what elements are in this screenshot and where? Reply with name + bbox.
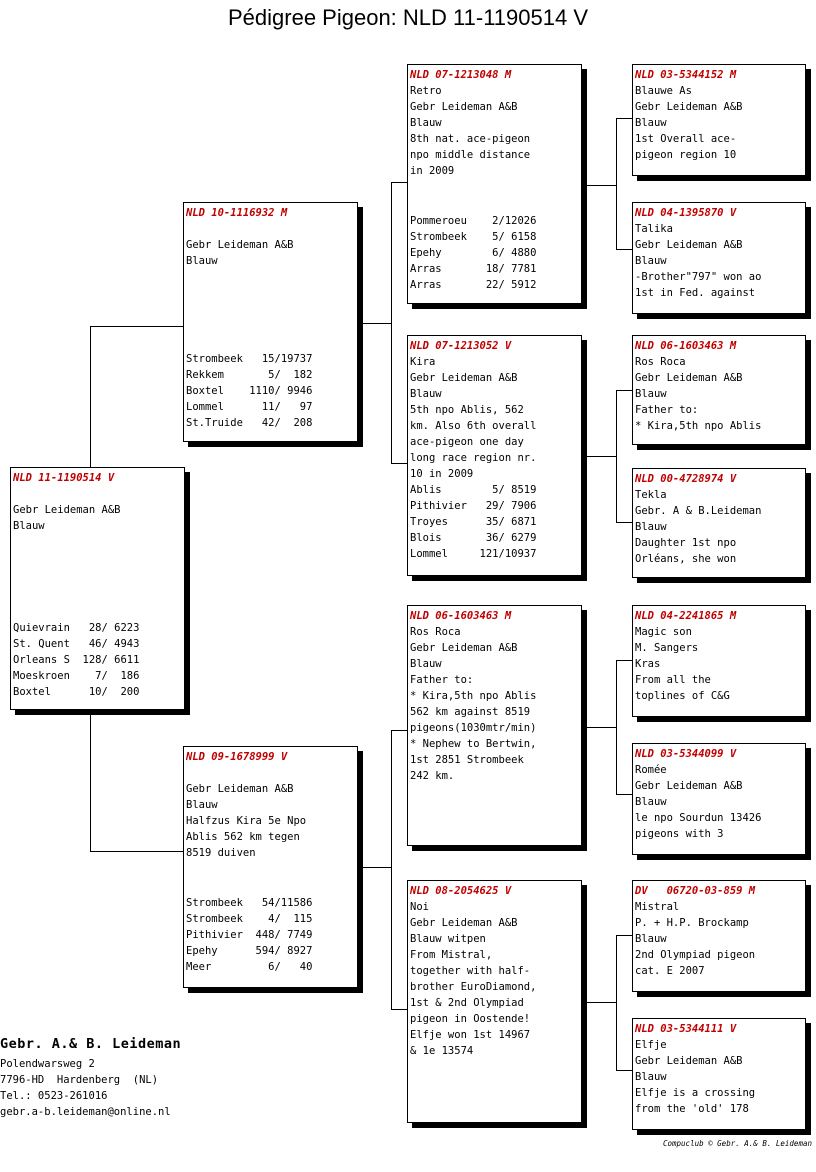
pigeon-info-line: Tekla	[635, 489, 667, 501]
pigeon-info-line: Elfje	[635, 1039, 667, 1051]
ring-number: NLD 04-1395870 V	[635, 207, 737, 219]
connector	[616, 249, 632, 250]
ring-number: NLD 07-1213052 V	[410, 340, 512, 352]
pigeon-card-dam	[183, 746, 358, 988]
race-results	[13, 620, 139, 700]
pigeon-card-dds	[632, 880, 806, 992]
pigeon-info-line: le npo Sourdun 13426	[635, 812, 762, 824]
connector	[391, 463, 407, 464]
race-result-line: Pithivier 448/ 7749	[186, 929, 313, 941]
race-result-line: Strombeek 5/ 6158	[410, 231, 537, 243]
pigeon-info-line: Retro	[410, 85, 442, 97]
pigeon-info-line: Gebr Leideman A&B	[635, 372, 743, 384]
ring-number: NLD 07-1213048 M	[410, 69, 512, 81]
pigeon-info-line: 2nd Olympiad pigeon	[635, 949, 756, 961]
connector	[616, 935, 617, 1071]
pigeon-card-sds	[632, 335, 806, 445]
pigeon-info-line: Blauw	[635, 117, 667, 129]
pigeon-info-line: Gebr Leideman A&B	[410, 101, 518, 113]
owner-phone: Tel.: 0523-261016	[0, 1090, 108, 1102]
pigeon-info-line: pigeon region 10	[635, 149, 737, 161]
pigeon-info-line: * Nephew to Bertwin,	[410, 738, 537, 750]
ring-number: NLD 04-2241865 M	[635, 610, 737, 622]
connector	[90, 710, 91, 851]
ring-number: NLD 10-1116932 M	[186, 207, 288, 219]
connector	[361, 867, 392, 868]
pigeon-card-root	[10, 467, 185, 710]
connector	[90, 326, 91, 469]
pigeon-info-line: Troyes 35/ 6871	[410, 516, 537, 528]
pigeon-info-line: Gebr Leideman A&B	[410, 372, 518, 384]
pigeon-info-line: Gebr Leideman A&B	[635, 239, 743, 251]
pigeon-card-ddd	[632, 1018, 806, 1130]
pigeon-info-line: long race region nr.	[410, 452, 537, 464]
owner-street: Polendwarsweg 2	[0, 1058, 95, 1070]
pigeon-info-line: Ros Roca	[635, 356, 686, 368]
pigeon-info-line: from the 'old' 178	[635, 1103, 749, 1115]
pigeon-info-line: npo middle distance	[410, 149, 531, 161]
ring-number: DV 06720-03-859 M	[635, 885, 756, 897]
connector	[616, 660, 617, 795]
connector	[585, 727, 617, 728]
pigeon-info-line: Gebr Leideman A&B	[13, 504, 121, 516]
pigeon-info-line: together with half-	[410, 965, 531, 977]
pigeon-info-line: Gebr Leideman A&B	[635, 101, 743, 113]
race-result-line: Arras 18/ 7781	[410, 263, 537, 275]
pigeon-info-line: Elfje won 1st 14967	[410, 1029, 531, 1041]
pigeon-info-line: Blauw	[635, 255, 667, 267]
pigeon-info-line: Magic son	[635, 626, 692, 638]
pigeon-info-line: * Kira,5th npo Ablis	[410, 690, 537, 702]
ring-number: NLD 03-5344152 M	[635, 69, 737, 81]
ring-number: NLD 00-4728974 V	[635, 473, 737, 485]
pigeon-info-line: Kras	[635, 658, 661, 670]
connector	[90, 851, 184, 852]
connector	[391, 182, 392, 464]
ring-number: NLD 03-5344099 V	[635, 748, 737, 760]
pigeon-info-line: From Mistral,	[410, 949, 493, 961]
pigeon-info-line: Kira	[410, 356, 436, 368]
pigeon-info-line: & 1e 13574	[410, 1045, 474, 1057]
pigeon-card-sire-dam	[407, 335, 582, 576]
ring-number: NLD 11-1190514 V	[13, 472, 115, 484]
race-results	[186, 895, 312, 975]
pigeon-info-line: 242 km.	[410, 770, 455, 782]
pigeon-info-line: Talika	[635, 223, 673, 235]
race-results	[410, 213, 536, 293]
pigeon-info-line: Father to:	[635, 404, 699, 416]
pigeon-info-line: 1st Overall ace-	[635, 133, 737, 145]
race-result-line: Quievrain 28/ 6223	[13, 622, 140, 634]
connector	[585, 185, 617, 186]
race-result-line: Pommeroeu 2/12026	[410, 215, 537, 227]
pigeon-info-line: Blois 36/ 6279	[410, 532, 537, 544]
connector	[361, 323, 392, 324]
race-result-line: Boxtel 1110/ 9946	[186, 385, 313, 397]
pigeon-info-line: 1st in Fed. against	[635, 287, 756, 299]
page-title: Pédigree Pigeon: NLD 11-1190514 V	[228, 5, 588, 30]
race-results	[186, 351, 312, 431]
pigeon-info-line: * Kira,5th npo Ablis	[635, 420, 762, 432]
pigeon-info-line: 562 km against 8519	[410, 706, 531, 718]
owner-name: Gebr. A.& B. Leideman	[0, 1036, 182, 1052]
pigeon-info-line: Blauw	[410, 117, 442, 129]
pigeon-card-sdd	[632, 468, 806, 578]
race-result-line: Lommel 11/ 97	[186, 401, 313, 413]
pigeon-info-line: Blauwe As	[635, 85, 692, 97]
connector	[391, 730, 392, 1010]
pigeon-info-line: Blauw	[13, 520, 45, 532]
pigeon-info-line: -Brother"797" won ao	[635, 271, 762, 283]
ring-number: NLD 09-1678999 V	[186, 751, 288, 763]
pigeon-info-line: km. Also 6th overall	[410, 420, 537, 432]
pigeon-info-line: Blauw	[186, 799, 218, 811]
pigeon-info-line: toplines of C&G	[635, 690, 730, 702]
pigeon-info-line	[186, 221, 357, 237]
pigeon-info-line: cat. E 2007	[635, 965, 705, 977]
pigeon-card-dsd	[632, 743, 806, 855]
pigeon-info-line: Elfje is a crossing	[635, 1087, 756, 1099]
connector	[616, 794, 632, 795]
footer-credit: Compuclub © Gebr. A.& B. Leideman	[662, 1139, 812, 1148]
pigeon-info-line: Gebr Leideman A&B	[186, 239, 294, 251]
pigeon-info-line: Daughter 1st npo	[635, 537, 737, 549]
connector	[616, 1070, 632, 1071]
pigeon-info-line: Ros Roca	[410, 626, 461, 638]
ring-number: NLD 06-1603463 M	[410, 610, 512, 622]
race-result-line: Strombeek 54/11586	[186, 897, 313, 909]
pigeon-info-line: 10 in 2009	[410, 468, 474, 480]
pigeon-info-line: Blauw witpen	[410, 933, 486, 945]
pigeon-info-line: ace-pigeon one day	[410, 436, 524, 448]
pigeon-info-line: 8th nat. ace-pigeon	[410, 133, 531, 145]
pigeon-info-line: Blauw	[186, 255, 218, 267]
pigeon-card-sire	[183, 202, 358, 442]
race-result-line: Moeskroen 7/ 186	[13, 670, 140, 682]
connector	[616, 522, 632, 523]
race-result-line: Orleans S 128/ 6611	[13, 654, 140, 666]
pigeon-info-line: Orléans, she won	[635, 553, 737, 565]
connector	[616, 118, 632, 119]
ring-number: NLD 03-5344111 V	[635, 1023, 737, 1035]
pigeon-info-line	[186, 765, 357, 781]
connector	[391, 1009, 407, 1010]
pigeon-info-line: Blauw	[635, 388, 667, 400]
pigeon-info-line: Father to:	[410, 674, 474, 686]
connector	[585, 1002, 617, 1003]
pigeon-info-line: Gebr Leideman A&B	[635, 1055, 743, 1067]
connector	[616, 935, 632, 936]
pigeon-info-line: Gebr Leideman A&B	[410, 642, 518, 654]
connector	[616, 118, 617, 250]
race-result-line: Epehy 6/ 4880	[410, 247, 537, 259]
pigeon-info-line: Noi	[410, 901, 429, 913]
pigeon-info-line: pigeon in Oostende!	[410, 1013, 531, 1025]
pigeon-card-dam-sire	[407, 605, 582, 846]
pigeon-info-line: Ablis 5/ 8519	[410, 484, 537, 496]
pigeon-info-line: Blauw	[635, 521, 667, 533]
pigeon-info-line: P. + H.P. Brockamp	[635, 917, 749, 929]
race-result-line: St. Quent 46/ 4943	[13, 638, 140, 650]
owner-address-block	[0, 1036, 181, 1120]
race-result-line: Boxtel 10/ 200	[13, 686, 140, 698]
race-result-line: Strombeek 15/19737	[186, 353, 313, 365]
pigeon-info-line: Blauw	[635, 933, 667, 945]
race-result-line: Strombeek 4/ 115	[186, 913, 313, 925]
pigeon-info-line: Blauw	[635, 1071, 667, 1083]
pigeon-info-line: 1st 2851 Strombeek	[410, 754, 524, 766]
pigeon-info-line: Lommel 121/10937	[410, 548, 537, 560]
race-result-line: Rekkem 5/ 182	[186, 369, 313, 381]
race-result-line: Meer 6/ 40	[186, 961, 313, 973]
pigeon-card-dss	[632, 605, 806, 717]
pigeon-card-dam-dam	[407, 880, 582, 1123]
pigeon-info-line: Blauw	[410, 388, 442, 400]
pigeon-info-line	[13, 486, 184, 502]
race-result-line: Epehy 594/ 8927	[186, 945, 313, 957]
connector	[616, 390, 632, 391]
pigeon-info-line: 8519 duiven	[186, 847, 256, 859]
owner-city: 7796-HD Hardenberg (NL)	[0, 1074, 159, 1086]
ring-number: NLD 06-1603463 M	[635, 340, 737, 352]
owner-email: gebr.a-b.leideman@online.nl	[0, 1106, 171, 1118]
connector	[616, 390, 617, 523]
pigeon-card-ssd	[632, 202, 806, 314]
pigeon-info-line: in 2009	[410, 165, 455, 177]
pigeon-info-line: Gebr Leideman A&B	[635, 780, 743, 792]
pigeon-card-sire-sire	[407, 64, 582, 304]
pigeon-info-line: 1st & 2nd Olympiad	[410, 997, 524, 1009]
pigeon-card-sss	[632, 64, 806, 176]
pigeon-info-line: 5th npo Ablis, 562	[410, 404, 524, 416]
race-result-line: Arras 22/ 5912	[410, 279, 537, 291]
pigeon-info-line: pigeons with 3	[635, 828, 724, 840]
connector	[90, 326, 184, 327]
pigeon-info-line: pigeons(1030mtr/min)	[410, 722, 537, 734]
pigeon-info-line: Gebr Leideman A&B	[410, 917, 518, 929]
ring-number: NLD 08-2054625 V	[410, 885, 512, 897]
pigeon-info-line: Blauw	[410, 658, 442, 670]
connector	[391, 730, 407, 731]
connector	[616, 660, 632, 661]
pigeon-info-line: brother EuroDiamond,	[410, 981, 537, 993]
connector	[391, 182, 407, 183]
pigeon-info-line: Gebr Leideman A&B	[186, 783, 294, 795]
connector	[585, 456, 617, 457]
race-result-line: St.Truide 42/ 208	[186, 417, 313, 429]
pigeon-info-line: M. Sangers	[635, 642, 699, 654]
pigeon-info-line: Ablis 562 km tegen	[186, 831, 300, 843]
pigeon-info-line: Pithivier 29/ 7906	[410, 500, 537, 512]
pigeon-info-line: Gebr. A & B.Leideman	[635, 505, 762, 517]
pigeon-info-line: Blauw	[635, 796, 667, 808]
pigeon-info-line: Romée	[635, 764, 667, 776]
pigeon-info-line: Mistral	[635, 901, 680, 913]
pigeon-info-line: From all the	[635, 674, 711, 686]
pigeon-info-line: Halfzus Kira 5e Npo	[186, 815, 307, 827]
